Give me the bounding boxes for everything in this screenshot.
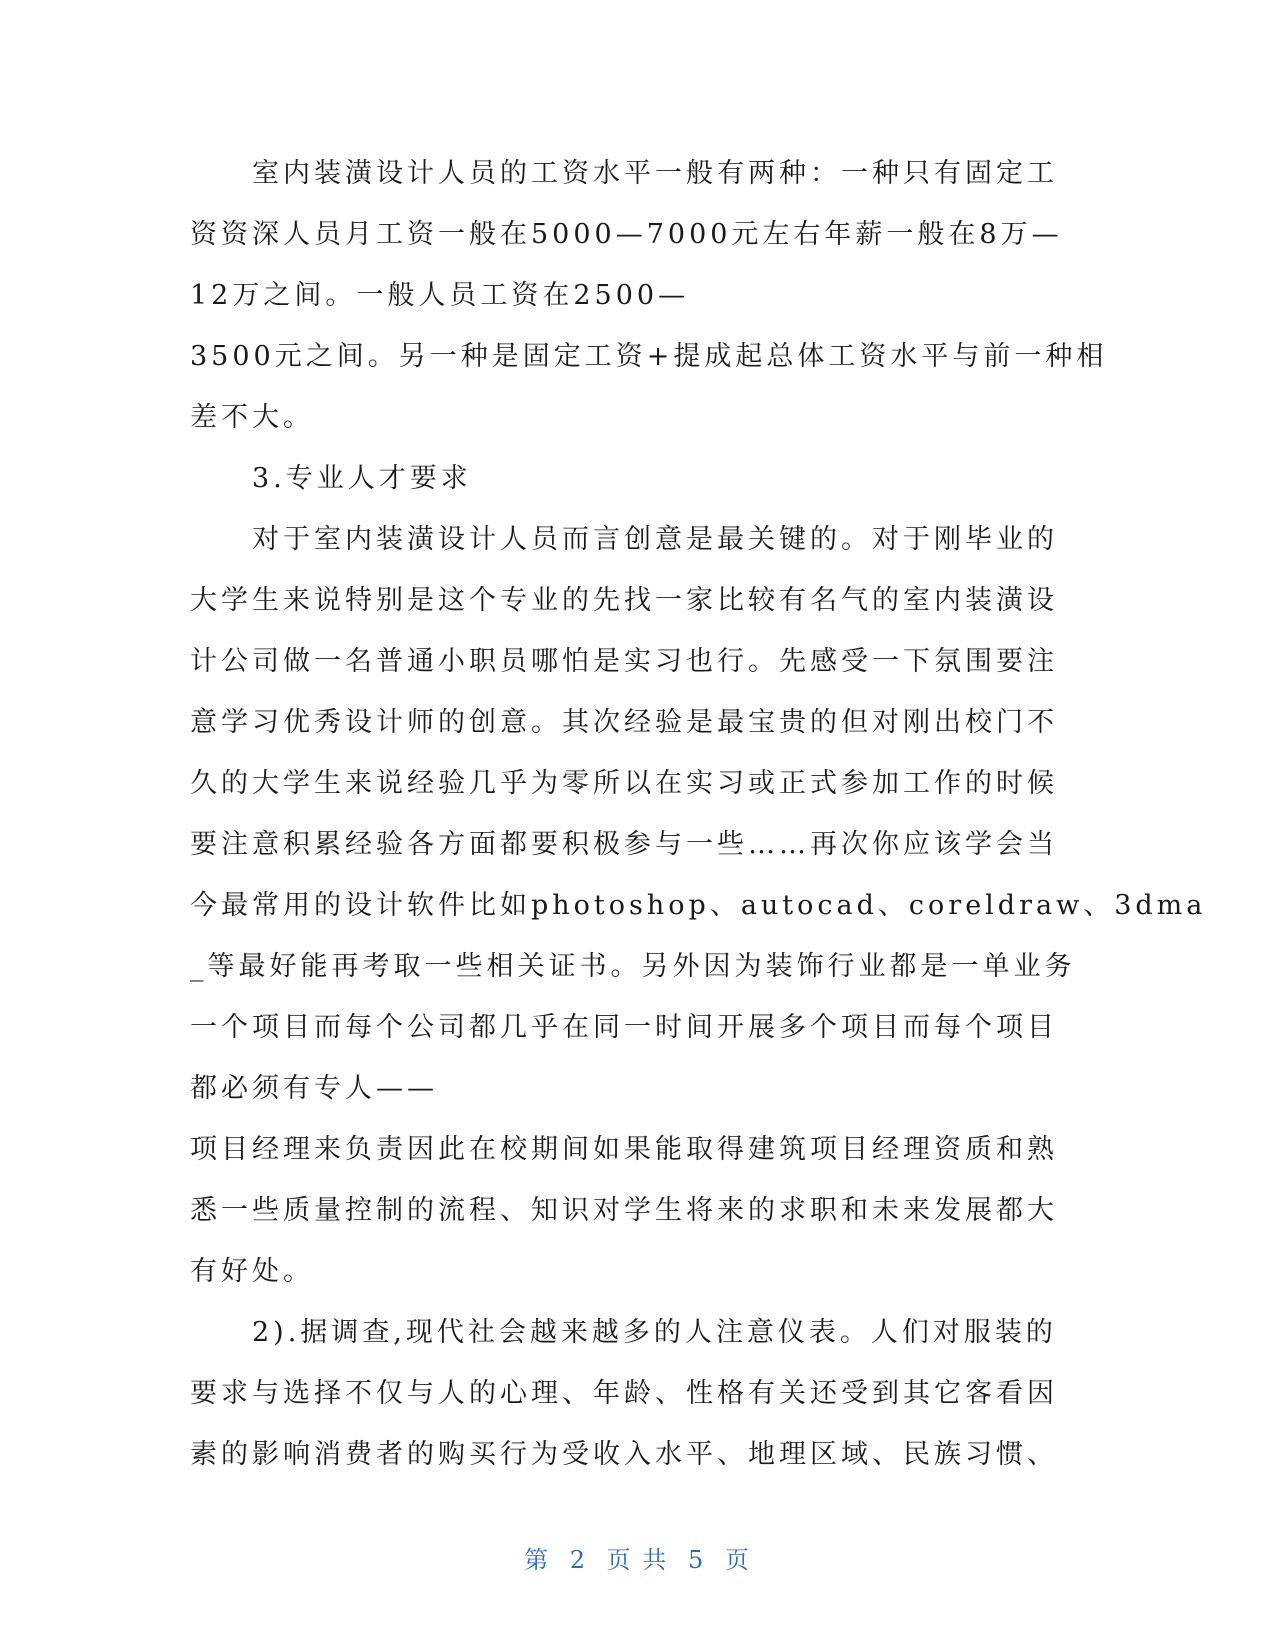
text-line: 要注意积累经验各方面都要积极参与一些……再次你应该学会当 (190, 829, 1058, 860)
text-line: 久的大学生来说经验几乎为零所以在实习或正式参加工作的时候 (190, 768, 1058, 799)
text-line: 对于室内装潢设计人员而言创意是最关键的。对于刚毕业的 (190, 524, 1058, 555)
document-body (190, 143, 1207, 1485)
total-pages-number: 5 (687, 1546, 706, 1574)
footer-prefix: 第 (524, 1546, 551, 1574)
text-line: 今最常用的设计软件比如photoshop、autocad、coreldraw、3dma (190, 890, 1207, 921)
text-line: 意学习优秀设计师的创意。其次经验是最宝贵的但对刚出校门不 (190, 707, 1058, 738)
page-footer (0, 1540, 1275, 1575)
text-line: 计公司做一名普通小职员哪怕是实习也行。先感受一下氛围要注 (190, 646, 1058, 677)
footer-suffix: 页 (724, 1546, 751, 1574)
text-line: 差不大。 (190, 402, 314, 433)
text-line: 项目经理来负责因此在校期间如果能取得建筑项目经理资质和熟 (190, 1134, 1058, 1165)
current-page-number: 2 (569, 1546, 588, 1574)
text-line: 素的影响消费者的购买行为受收入水平、地理区域、民族习惯、 (190, 1439, 1058, 1470)
text-line: 资资深人员月工资一般在5000—7000元左右年薪一般在8万— (190, 219, 1063, 250)
text-line: 一个项目而每个公司都几乎在同一时间开展多个项目而每个项目 (190, 1012, 1058, 1043)
text-line: _等最好能再考取一些相关证书。另外因为装饰行业都是一单业务 (190, 951, 1076, 982)
text-line: 都必须有专人—— (190, 1073, 438, 1104)
text-line: 2).据调查,现代社会越来越多的人注意仪表。人们对服装的 (190, 1317, 1057, 1348)
text-line: 大学生来说特别是这个专业的先找一家比较有名气的室内装潢设 (190, 585, 1058, 616)
text-line: 要求与选择不仅与人的心理、年龄、性格有关还受到其它客看因 (190, 1378, 1058, 1409)
text-line: 12万之间。一般人员工资在2500— (190, 280, 690, 311)
text-line: 3500元之间。另一种是固定工资+提成起总体工资水平与前一种相 (190, 341, 1108, 372)
section-heading: 3.专业人才要求 (190, 463, 472, 494)
text-line: 有好处。 (190, 1256, 314, 1287)
footer-middle: 页 共 (606, 1546, 669, 1574)
text-line: 室内装潢设计人员的工资水平一般有两种：一种只有固定工 (190, 158, 1058, 189)
text-line: 悉一些质量控制的流程、知识对学生将来的求职和未来发展都大 (190, 1195, 1058, 1226)
